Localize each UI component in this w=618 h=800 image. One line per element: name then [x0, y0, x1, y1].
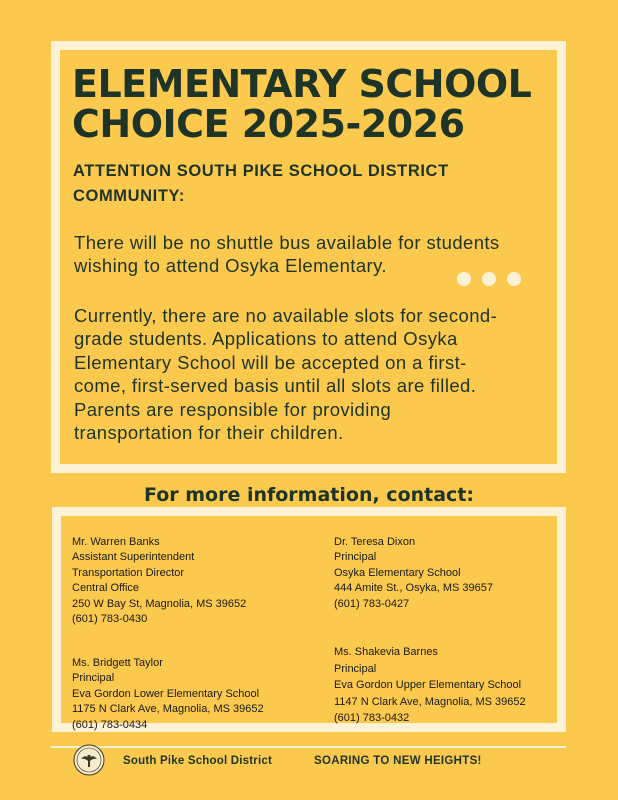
contact-title: Principal — [334, 551, 377, 564]
contact-name: Mr. Warren Banks — [72, 536, 160, 548]
contact-phone: (601) 783-0432 — [334, 712, 410, 725]
contact-address: 1147 N Clark Ave, Magnolia, MS 39652 — [334, 695, 526, 708]
contact-card-dixon — [334, 535, 493, 612]
contact-address: 250 W Bay St, Magnolia, MS 39652 — [72, 597, 247, 610]
footer-divider — [51, 746, 566, 748]
contact-heading: For more information, contact: — [143, 484, 474, 506]
contact-title: Principal — [334, 662, 377, 675]
eagle-seal-icon — [73, 744, 105, 776]
contact-phone: (601) 783-0427 — [334, 597, 410, 610]
announcement-frame — [51, 41, 566, 473]
contact-card-taylor — [72, 656, 264, 733]
contact-address: 1175 N Clark Ave, Magnolia, MS 39652 — [72, 703, 264, 716]
shuttle-notice: There will be no shuttle bus available for students wishing to attend Osyka Elementary. — [74, 232, 500, 277]
contact-phone: (601) 783-0430 — [72, 613, 148, 626]
contact-title: Principal — [72, 672, 115, 685]
contact-office: Central Office — [72, 582, 140, 595]
district-name: South Pike School District — [123, 755, 272, 767]
dot-icon — [457, 272, 471, 286]
decorative-dots — [457, 272, 521, 286]
contact-phone: (601) 783-0434 — [72, 718, 148, 731]
contact-school: Osyka Elementary School — [334, 566, 461, 579]
contact-card-barnes — [334, 644, 526, 727]
contact-title: Assistant Superintendent — [72, 551, 195, 564]
contact-school: Eva Gordon Upper Elementary School — [334, 679, 522, 692]
dot-icon — [507, 272, 521, 286]
slots-notice: Currently, there are no available slots for second- grade students. Applications to attend Osyka Elementary School will be accepted on a first- come, first-served basis until all slots are filled. Parents are responsible for providing transportation for their children. — [74, 305, 498, 444]
district-slogan: SOARING TO NEW HEIGHTS! — [314, 755, 482, 767]
page-title: ELEMENTARY SCHOOL CHOICE 2025-2026 — [72, 62, 532, 146]
contact-name: Ms. Bridgett Taylor — [72, 657, 163, 669]
contact-name: Ms. Shakevia Barnes — [334, 646, 438, 658]
contact-address: 444 Amite St., Osyka, MS 39657 — [334, 582, 493, 595]
contact-card-banks — [72, 535, 246, 627]
dot-icon — [482, 272, 496, 286]
contact-school: Eva Gordon Lower Elementary School — [72, 687, 260, 700]
contact-frame — [52, 507, 566, 732]
contact-title: Transportation Director — [72, 566, 185, 579]
contact-name: Dr. Teresa Dixon — [334, 536, 416, 548]
attention-heading: ATTENTION SOUTH PIKE SCHOOL DISTRICT COMMUNITY: — [73, 162, 449, 205]
